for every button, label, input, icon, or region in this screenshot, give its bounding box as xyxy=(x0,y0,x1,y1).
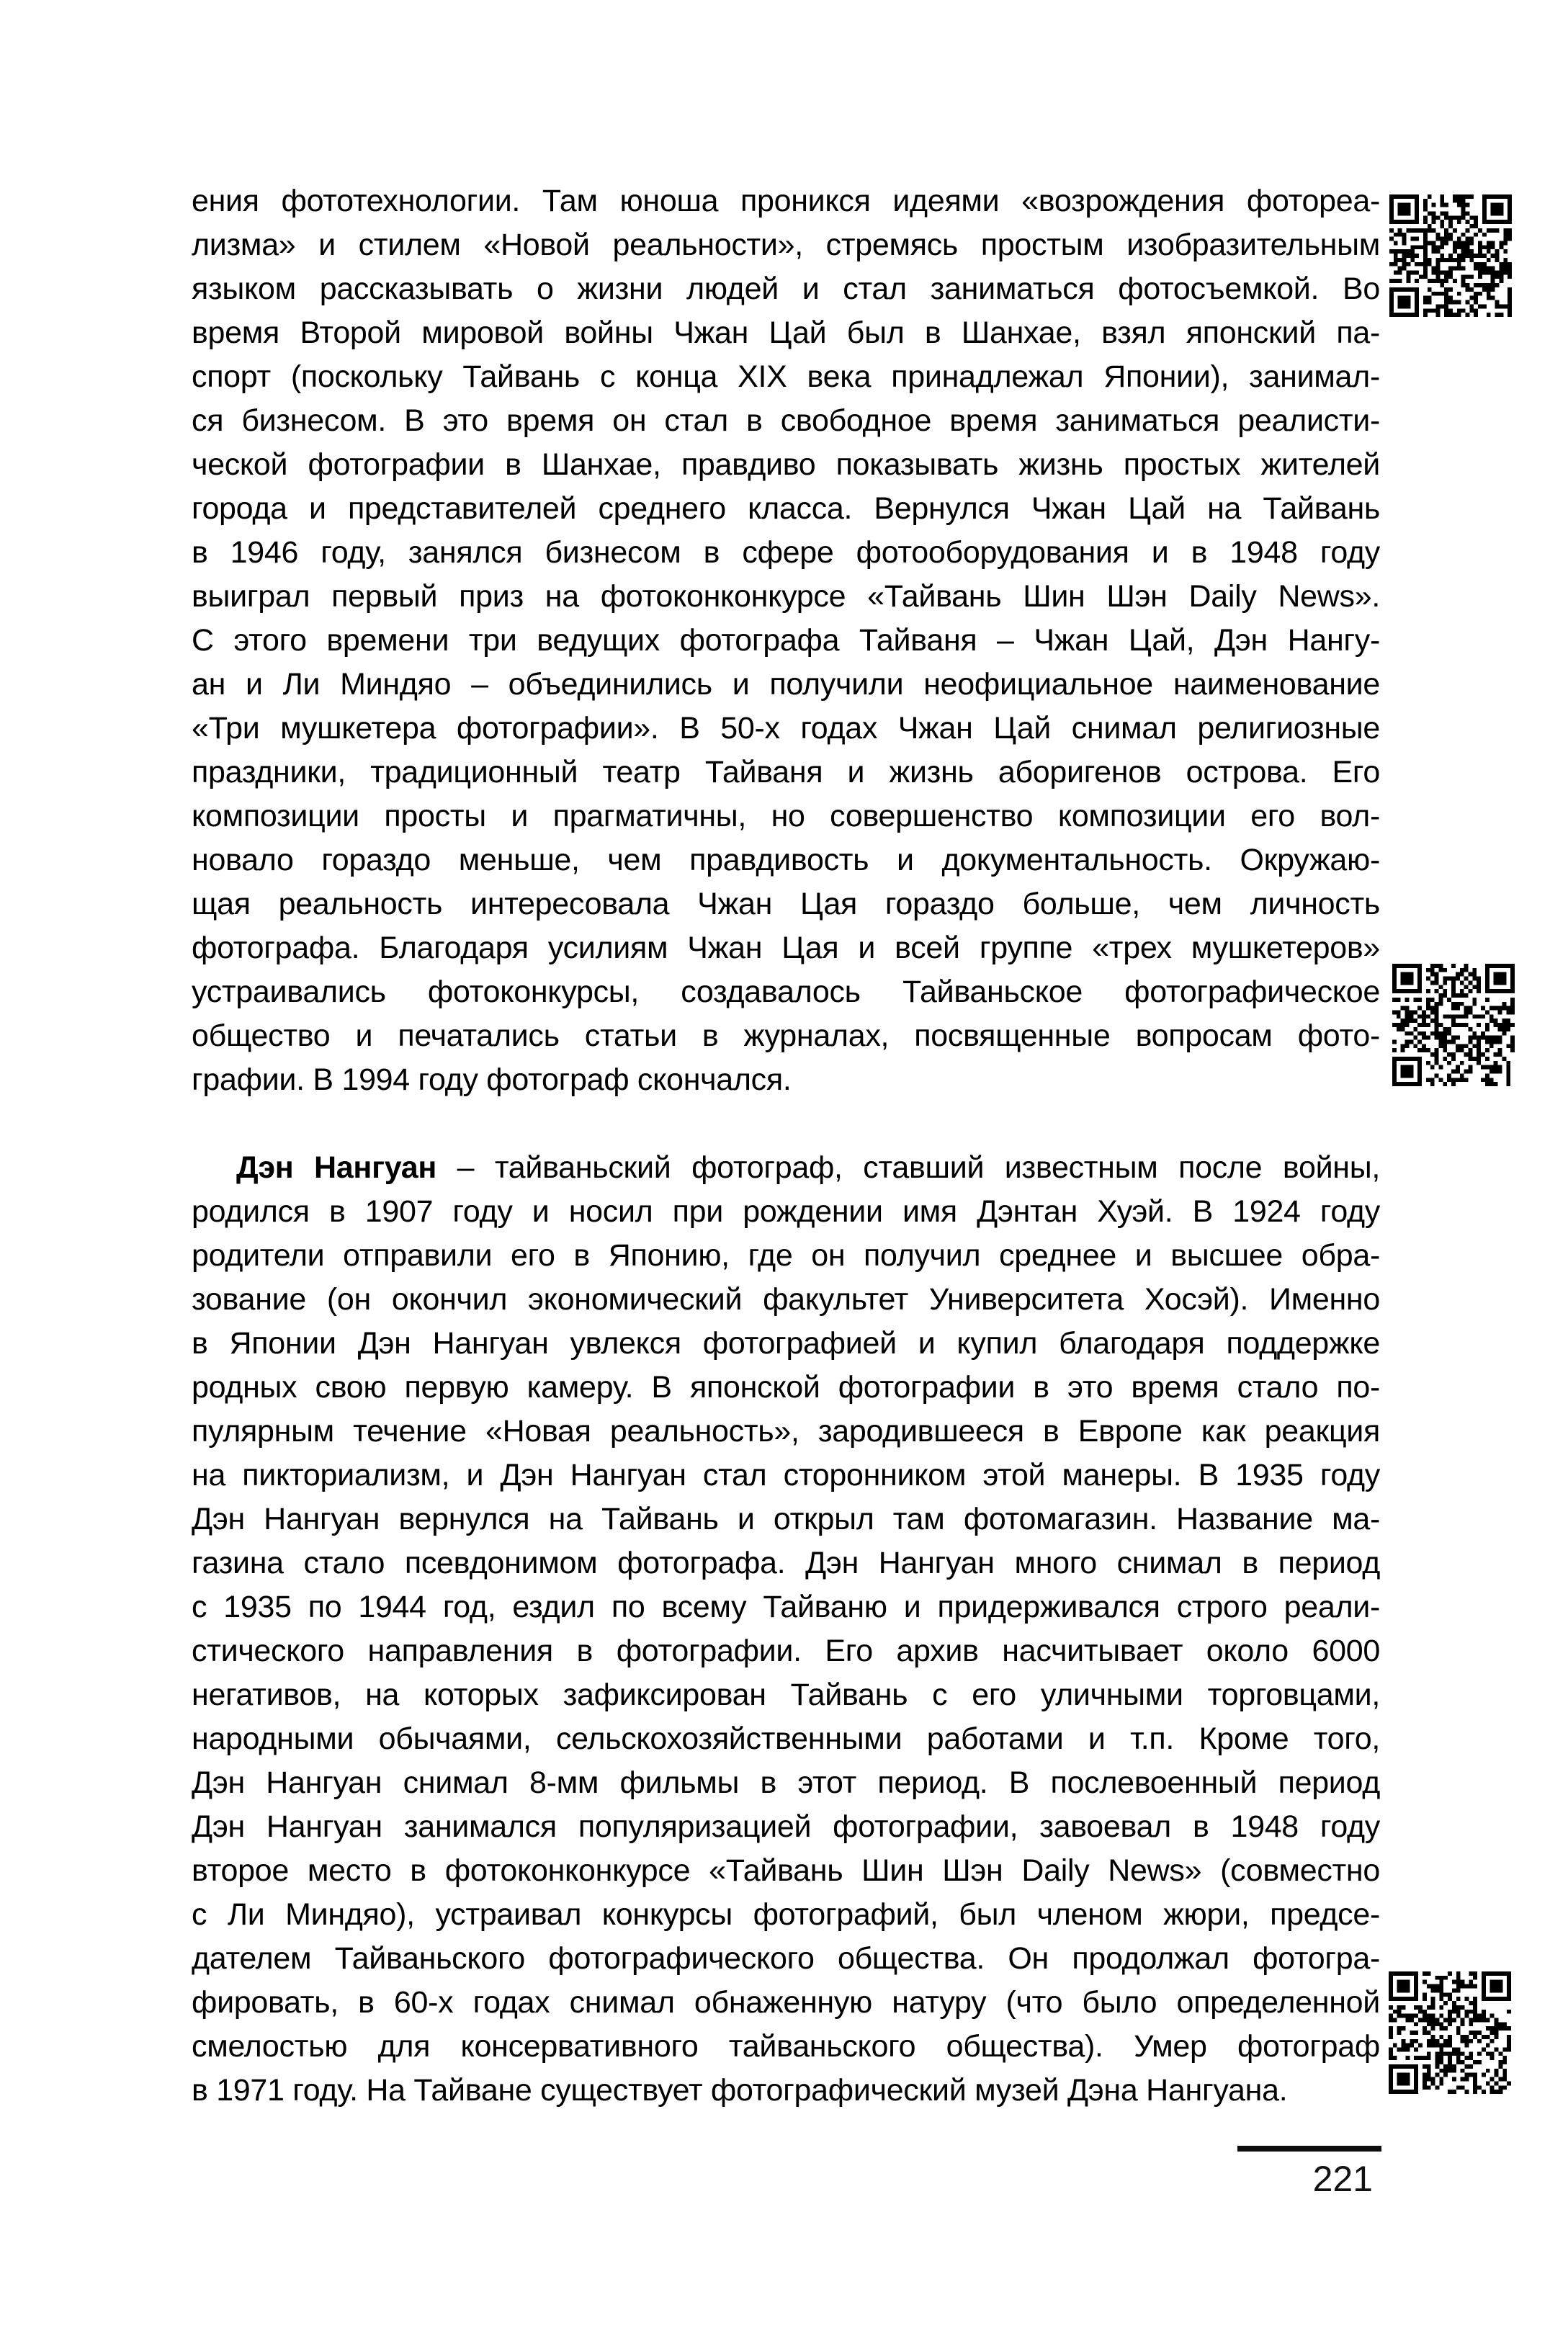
text-line: С этого времени три ведущих фотографа Тайваня – Чжан Цай, Дэн Нангу- xyxy=(192,623,1380,658)
text-line: родился в 1907 году и носил при рождении имя Дэнтан Хуэй. В 1924 году xyxy=(192,1194,1380,1229)
text-line: языком рассказывать о жизни людей и стал заниматься фотосъемкой. Во xyxy=(192,272,1380,306)
text-line: негативов, на которых зафиксирован Тайвань с его уличными торговцами, xyxy=(192,1678,1380,1712)
text-line: газина стало псевдонимом фотографа. Дэн Нангуан много снимал в период xyxy=(192,1546,1380,1580)
text-segment: – тайваньский фотограф, ставший известным после войны, xyxy=(436,1150,1380,1185)
text-line: на пикториализм, и Дэн Нангуан стал сторонником этой манеры. В 1935 году xyxy=(192,1458,1380,1492)
text-line: пулярным течение «Новая реальность», зародившееся в Европе как реакция xyxy=(192,1414,1380,1449)
paragraph xyxy=(192,1146,1380,2113)
text-line: с 1935 по 1944 год, ездил по всему Тайваню и придерживался строго реали- xyxy=(192,1590,1380,1624)
text-line: спорт (поскольку Тайвань с конца XIX века принадлежал Японии), занимал- xyxy=(192,359,1380,394)
text-line: второе место в фотоконконкурсе «Тайвань Шин Шэн Daily News» (совместно xyxy=(192,1853,1380,1888)
text-line: выиграл первый приз на фотоконконкурсе «Тайвань Шин Шэн Daily News». xyxy=(192,579,1380,614)
paragraph xyxy=(192,179,1380,1102)
text-line: праздники, традиционный театр Тайваня и жизнь аборигенов острова. Его xyxy=(192,755,1380,789)
qr-code-2 xyxy=(1392,964,1515,1086)
text-line: ан и Ли Миндяо – объединились и получили неофициальное наименование xyxy=(192,667,1380,702)
text-line: устраивались фотоконкурсы, создавалось Тайваньское фотографическое xyxy=(192,975,1380,1009)
text-line: стического направления в фотографии. Его архив насчитывает около 6000 xyxy=(192,1634,1380,1668)
qr-code-3 xyxy=(1389,1971,1511,2094)
text-line: в 1946 году, занялся бизнесом в сфере фотооборудования и в 1948 году xyxy=(192,535,1380,570)
text-line: смелостью для консервативного тайваньского общества). Умер фотограф xyxy=(192,2029,1380,2064)
text-line: ся бизнесом. В это время он стал в свободное время заниматься реалисти- xyxy=(192,403,1380,438)
text-line: зование (он окончил экономический факультет Университета Хосэй). Именно xyxy=(192,1282,1380,1317)
text-line: «Три мушкетера фотографии». В 50-х годах Чжан Цай снимал религиозные xyxy=(192,711,1380,746)
page-number: 221 xyxy=(1312,2159,1373,2199)
bold-term: Дэн Нангуан xyxy=(236,1150,437,1185)
text-line: щая реальность интересовала Чжан Цая гораздо больше, чем личность xyxy=(192,887,1380,921)
text-line: новало гораздо меньше, чем правдивость и документальность. Окружаю- xyxy=(192,843,1380,877)
text-line: композиции просты и прагматичны, но совершенство композиции его вол- xyxy=(192,799,1380,833)
text-line xyxy=(192,1146,1380,1190)
text-line: дателем Тайваньского фотографического общества. Он продолжал фотогра- xyxy=(192,1941,1380,1976)
text-line: фировать, в 60-х годах снимал обнаженную натуру (что было определенной xyxy=(192,1985,1380,2020)
text-line: народными обычаями, сельскохозяйственными работами и т.п. Кроме того, xyxy=(192,1722,1380,1756)
text-line: Дэн Нангуан снимал 8-мм фильмы в этот период. В послевоенный период xyxy=(192,1765,1380,1800)
text-line: в 1971 году. На Тайване существует фотографический музей Дэна Нангуана. xyxy=(192,2073,1288,2108)
text-line: фотографа. Благодаря усилиям Чжан Цая и всей группе «трех мушкетеров» xyxy=(192,931,1380,965)
text-line: родных свою первую камеру. В японской фотографии в это время стало по- xyxy=(192,1370,1380,1405)
text-line: время Второй мировой войны Чжан Цай был в Шанхае, взял японский па- xyxy=(192,315,1380,350)
footer-rule xyxy=(1237,2146,1381,2152)
text-line: графии. В 1994 году фотограф скончался. xyxy=(192,1062,792,1097)
qr-code-1 xyxy=(1389,194,1512,317)
text-line: Дэн Нангуан занимался популяризацией фотографии, завоевал в 1948 году xyxy=(192,1809,1380,1844)
text-line: ения фототехнологии. Там юноша проникся идеями «возрождения фотореа- xyxy=(192,184,1380,218)
text-line: в Японии Дэн Нангуан увлекся фотографией и купил благодаря поддержке xyxy=(192,1326,1380,1361)
text-line: ческой фотографии в Шанхае, правдиво показывать жизнь простых жителей xyxy=(192,447,1380,482)
text-line: общество и печатались статьи в журналах, посвященные вопросам фото- xyxy=(192,1018,1380,1053)
text-block xyxy=(192,179,1380,2113)
text-line: города и представителей среднего класса. Вернулся Чжан Цай на Тайвань xyxy=(192,491,1380,526)
text-line: родители отправили его в Японию, где он получил среднее и высшее обра- xyxy=(192,1238,1380,1273)
text-line: с Ли Миндяо), устраивал конкурсы фотографий, был членом жюри, предсе- xyxy=(192,1897,1380,1932)
text-line: лизма» и стилем «Новой реальности», стремясь простым изобразительным xyxy=(192,228,1380,262)
text-line: Дэн Нангуан вернулся на Тайвань и открыл там фотомагазин. Название ма- xyxy=(192,1502,1380,1536)
